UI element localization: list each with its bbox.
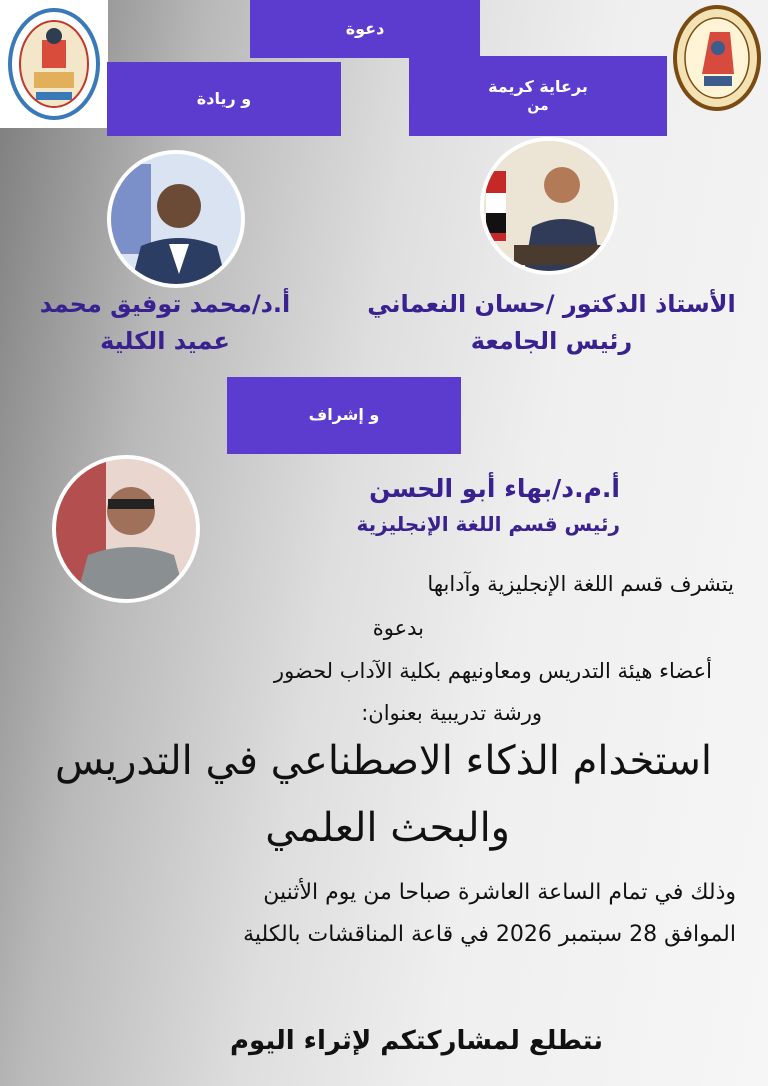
workshop-title-line1: استخدام الذكاء الاصطناعي في التدريس <box>54 738 712 784</box>
department-head-photo <box>52 455 200 603</box>
dean-name: أ.د/محمد توفيق محمد <box>39 290 291 318</box>
supervision-text: و إشراف <box>308 405 380 425</box>
faculty-of-arts-logo <box>6 6 102 122</box>
president-name: الأستاذ الدكتور /حسان النعماني <box>367 290 736 318</box>
patronage-from-text: من <box>527 98 549 115</box>
date-place-line: الموافق 28 سبتمبر 2026 في قاعة المناقشات بالكلية <box>243 922 736 947</box>
university-logo <box>672 4 762 112</box>
dean-name-block <box>0 286 330 360</box>
department-head-block <box>250 470 620 540</box>
patronage-text: برعاية كريمة <box>488 76 588 96</box>
president-name-block <box>335 286 768 360</box>
closing-line: نتطلع لمشاركتكم لإثراء اليوم <box>229 1026 603 1056</box>
invitation-text: دعوة <box>345 18 385 38</box>
dean-photo <box>107 150 245 288</box>
department-head-name: أ.م.د/بهاء أبو الحسن <box>369 474 620 503</box>
time-line: وذلك في تمام الساعة العاشرة صباحا من يوم الأثنين <box>263 880 736 905</box>
workshop-title-line2: والبحث العلمي <box>265 805 510 851</box>
patronage-label <box>409 56 667 136</box>
audience-line: أعضاء هيئة التدريس ومعاونيهم بكلية الآداب لحضور <box>273 659 712 683</box>
faculty-logo-panel <box>0 0 108 128</box>
dean-title: عميد الكلية <box>100 327 230 356</box>
president-title: رئيس الجامعة <box>470 327 633 356</box>
invitation-label <box>250 0 480 58</box>
intro-line: يتشرف قسم اللغة الإنجليزية وآدابها <box>427 572 734 596</box>
supervision-label <box>227 377 461 454</box>
department-head-title: رئيس قسم اللغة الإنجليزية <box>356 511 620 536</box>
workshop-intro-line: ورشة تدريبية بعنوان: <box>361 701 542 725</box>
leadership-text: و ريادة <box>196 88 252 108</box>
president-photo <box>480 137 618 275</box>
leadership-label <box>107 62 341 136</box>
invitation-word: بدعوة <box>372 616 424 640</box>
